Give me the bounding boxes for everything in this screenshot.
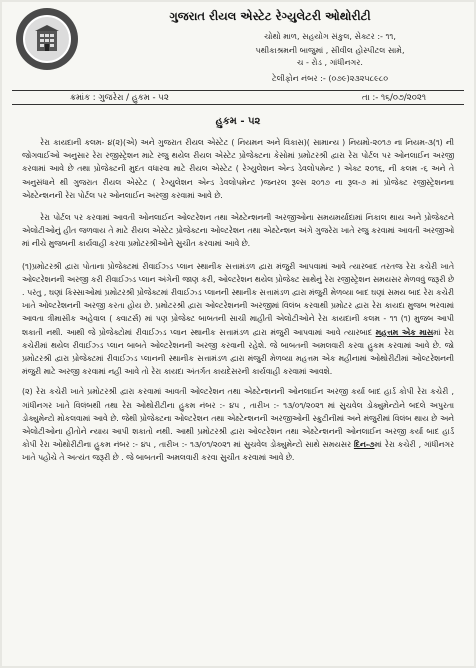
order-title: હુકમ - ૫૨ — [215, 116, 261, 127]
authority-seal-icon — [16, 8, 78, 70]
address-line-2: પથીકાશ્રમની બાજુમાં , સીવીલ હોસ્પીટલ સામે, — [255, 46, 405, 55]
header-divider-top — [12, 90, 464, 91]
header-divider-bottom — [12, 104, 464, 105]
document-page — [2, 2, 474, 666]
order-item-1-emphasis: મહત્તમ એક માસ — [375, 327, 434, 337]
letterhead — [2, 2, 474, 94]
order-item-2 — [22, 385, 454, 464]
order-item-1 — [22, 260, 454, 379]
order-date: તા :- ૧૬/૦૭/૨૦૨૧ — [362, 93, 426, 103]
building-icon — [30, 22, 64, 56]
paragraph-instructions: રેરા પોર્ટલ પર કરવામાં આવતી ઓનલાઈન ઓલ્ટરેશન તથા એક્ષ્ટેન્શનની અરજીઓના સમયમર્યાદામાં નિકાલ થાય અને પ્રોજેક્ટને એલોટીઓનું હીત જળવાય તે માટે રીયલ એસ્ટેટ પ્રોજેક્ટના ઓલ્ટરેશન તથા એક્ષ્ટેન્શન અંગે ગુજરેરા ખાતે રજુ કરવામાં આવતી અરજીઓ માં નીચે મુજબની કાર્યવાહી કરવા પ્રમોટરશ્રીઓને સુચીત કરવામાં આવે છે. — [22, 213, 454, 249]
paragraph-legal-basis: રેરા કાયદાની કલમ- ૪(૨)(એ) અને ગુજરાત રીયલ એસ્ટેટ ( નિયમન અને વિકાસ)( સામાન્ય ) નિયમો-૨૦૧૭ ના નિયમ-૩(૧) ની જોગવાઈઓ અનુસાર રેરા રજીસ્ટ્રેશન માટે રજુ થયેલ રીયલ એસ્ટેટ પ્રોજેક્ટના કેસોમાં પ્રમોટરશ્રી દ્વારા રેરા પોર્ટલ પર ઓનલાઈન અરજી કરવામાં આવે છે તથા પ્રોજેક્ટની મુદત વધારવા માટે રીયલ એસ્ટેટ ( રેગ્યુલેશન એન્ડ ડેવલોપમેન્ટ ) એક્ટ ૨૦૧૬, ની કલમ -૬ અને તે અનુસંધાને થી ગુજરાત રીયલ એસ્ટેટ ( રેગ્યુલેશન એન્ડ ડેવલોપમેન્ટ )જનરલ રૂલ્સ ૨૦૧૭ ના રૂલ-૭ માં પ્રોજેક્ટ રજીસ્ટ્રેશનના એક્ષ્ટેન્શનની રેરા પોર્ટલ પર ઓનલાઈન અરજી કરવામાં આવે છે. — [22, 138, 454, 200]
authority-name: ગુજરાત રીયલ એસ્ટેટ રેગ્યુલેટરી ઓથોરીટી — [169, 9, 371, 23]
order-item-2-text-b: માં રેરા કચેરી , ગાંધીનગર ખાતે પહોંચે તે અત્યંત જરૂરી છે . જે બાબતની અમલવારી કરવા સુચીત કરવામાં આવે છે. — [22, 440, 455, 463]
order-item-1-text-b: માં રેરા કચેરીમાં થયેલ રીવાઈઝ્ડ પ્લાન બાબતે ઓલ્ટરેશનની અરજી કરવાની રહેશે. જે બાબતની અમલવારી કરવા હુકમ કરવામાં આવે છે. જો પ્રમોટરશ્રી દ્વારા પ્રોજેક્ટમાં રીવાઈઝ્ડ પ્લાનની સ્થાનીક સત્તામંડળ દ્વારા મંજુરી મેળવ્યા મહત્તમ એક મહીનામાં ઓથોરીટીમાં ઓલ્ટરેશનની મંજુરી માટે અરજી કરવામાં નહી આવે તો રેરા કાયદા અંતર્ગત કાયદેસરની કાર્યવાહી કરવામાં આવશે. — [22, 327, 454, 377]
address-line-3: ચ - રોડ , ગાંધીનગર. — [297, 58, 363, 67]
address-line-1: ચોથો માળ, સહયોગ સંકુલ, સેક્ટર :- ૧૧, — [264, 32, 396, 41]
order-item-1-text-a: (૧)પ્રમોટરશ્રી દ્વારા પોતાના પ્રોજેક્ટમાં રીવાઈઝ્ડ પ્લાન સ્થાનીક સત્તામંડળ દ્વારા મંજુરી આપવામાં આવે ત્યારબાદ તરતજ રેરા કચેરી ખાતે ઓલ્ટરેશનની અરજી કરી રીવાઈઝ્ડ પ્લાન અંગેની જાણ કરી, ઓલ્ટરેશન થયેલ પ્રોજેક્ટ સાથેનું રેરા રજીસ્ટ્રેશન સમયસર મેળવવું જરૂરી છે . પરંતુ , ઘણાં કિસ્સાઓમાં પ્રમોટરશ્રી પ્રોજેક્ટમાં રીવાઈઝ્ડ પ્લાનની સ્થાનીક સત્તામંડળ દ્વારા મંજુરી મેળવ્યા બાદ ઘણાં સમય બાદ રેરા કચેરી ખાતે ઓલ્ટરેશનની અરજી કરતા હોય છે. પ્રમોટરશ્રી દ્વારા ઓલ્ટરેશનની અરજીમાં વિલંબ કરવાથી પ્રમોટર દ્વારા રેરા કાયદા મુજબ ભરવામાં આવતા ત્રીમાસીક અહેવાલ ( ક્વાટર્સ) માં પણ પ્રોજેક્ટ બાબતની સાચી માહીતી એલોટીઓને રેરા કાયદાની કલમ - ૧૧ (૧) મુજબ આપી શકાતી નથી. આથી જે પ્રોજેક્ટોમાં રીવાઈઝ્ડ પ્લાન સ્થાનીક સત્તામંડળ દ્વારા મંજુરી આપવામાં આવે ત્યારબાદ — [22, 261, 454, 337]
order-reference-number: ક્રમાંક : ગુજરેરા / હુકમ - ૫૨ — [70, 93, 169, 103]
order-item-2-text-a: (૨) રેરા કચેરી ખાતે પ્રમોટરશ્રી દ્વારા કરવામાં આવતી ઓલ્ટરેશન તથા એક્ષ્ટેન્શનની ઓનલાઈન અરજી કર્યા બાદ હાર્ડ કોપી રેરા કચેરી , ગાંધીનગર ખાતે વિલંબથી તથા રેરા ઓથોરીટીના હુકમ નંબર :- ૪૫ , તારીખ :- ૧૩/૦૧/૨૦૨૧ માં સુચવેલ ડોક્યુમેન્ટોને બદલે અપુરતા ડોક્યુમેન્ટો મોકલવામાં આવે છે. જેથી પ્રોજેક્ટના ઓલ્ટરેશન તથા એક્ષ્ટેન્શનની અરજીઓની સ્ક્રુટીનીમાં અને મંજુરીમાં વિલંબ થાય છે અને એલોટીઓના હીતોને ન્યાય આપી શકાતો નથી. આથી પ્રમોટરશ્રી દ્વારા ઓલ્ટરેશન તથા એક્ષ્ટેન્શનની ઓનલાઈન અરજી કર્યા બાદ હાર્ડ કોપી રેરા ઓથોરીટીના હુકમ નંબર :- ૪૫ , તારીખ :- ૧૩/૦૧/૨૦૨૧ માં સુચવેલ ડોક્યુમેન્ટો સાથે સમયસર — [22, 387, 454, 450]
phone-number: ટેલીફોન નંબર :- (૦૭૯)૨૩૨૫૮૯૮૦ — [271, 74, 389, 83]
order-body — [22, 136, 454, 472]
order-item-2-emphasis: દિન-૭ — [353, 440, 375, 450]
